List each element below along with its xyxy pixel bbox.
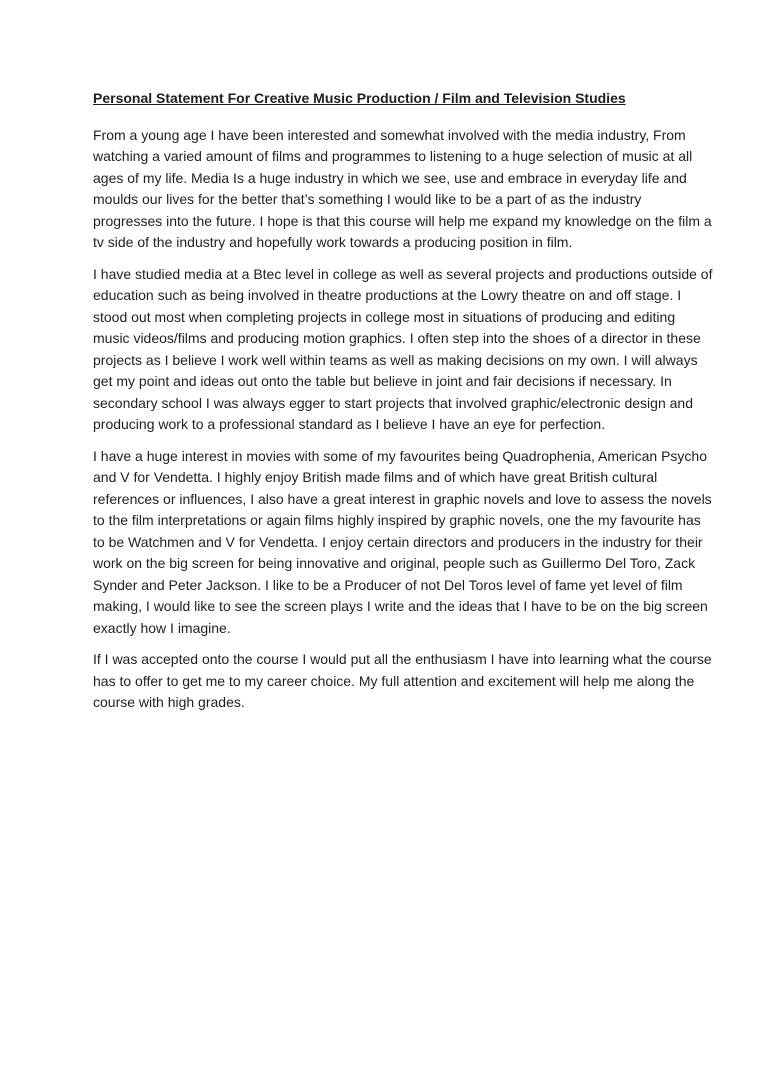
paragraph (93, 649, 712, 714)
text-line: exactly how I imagine. (93, 619, 231, 636)
text-line: music videos/films and producing motion graphics. I often step into the shoes of a director in these (93, 330, 701, 346)
paragraph (93, 446, 712, 640)
text-line: tv side of the industry and hopefully work towards a producing position in film. (93, 234, 573, 250)
document-title: Personal Statement For Creative Music Production / Film and Television Studies (93, 90, 626, 106)
text-line: progresses into the future. I hope is that this course will help me expand my knowledge on the film a (93, 212, 712, 229)
text-line: to be Watchmen and V for Vendetta. I enjoy certain directors and producers in the industry for their (93, 533, 703, 550)
text-line: Synder and Peter Jackson. I like to be a Producer of not Del Toros level of fame yet level of film (93, 576, 683, 593)
text-line: and V for Vendetta. I highly enjoy British made films and of which have great British cultural (93, 469, 658, 485)
text-line: watching a varied amount of films and programmes to listening to a huge selection of music at all (93, 148, 693, 164)
text-line: secondary school I was always egger to start projects that involved graphic/electronic design and (93, 394, 693, 411)
text-line: to the film interpretations or again films highly inspired by graphic novels, one the my favourite has (93, 512, 701, 528)
text-line: making, I would like to see the screen plays I write and the ideas that I have to be on the big screen (93, 598, 708, 614)
text-line: education such as being involved in theatre productions at the Lowry theatre on and off stage. I (93, 287, 682, 303)
text-line: I have studied media at a Btec level in college as well as several projects and productions outside of (93, 265, 713, 282)
text-line: stood out most when completing projects in college most in situations of producing and editing (93, 308, 676, 325)
text-line: has to offer to get me to my career choice. My full attention and excitement will help me along the (93, 672, 695, 689)
text-line: moulds our lives for the better that’s something I would like to be a part of as the industry (93, 191, 642, 207)
text-line: ages of my life. Media Is a huge industry in which we see, use and embrace in everyday life and (93, 169, 687, 186)
text-line: If I was accepted onto the course I would put all the enthusiasm I have into learning what the course (93, 651, 712, 667)
text-line: references or influences, I also have a great interest in graphic novels and love to assess the novels (93, 490, 712, 507)
text-line: work on the big screen for being innovative and original, people such as Guillermo Del Toro, Zack (93, 555, 696, 571)
text-line: I have a huge interest in movies with some of my favourites being Quadrophenia, American Psycho (93, 447, 707, 464)
text-line: producing work to a professional standard as I believe I have an eye for perfection. (93, 416, 606, 432)
paragraph (93, 264, 713, 436)
paragraph (93, 125, 712, 254)
text-line: course with high grades. (93, 694, 245, 710)
text-line: From a young age I have been interested and somewhat involved with the media industry, From (93, 126, 686, 143)
text-line: projects as I believe I work well within teams as well as making decisions on my own. I will always (93, 351, 698, 368)
text-line: get my point and ideas out onto the table but believe in joint and fair decisions if necessary. In (93, 373, 672, 389)
document-body (93, 125, 713, 714)
